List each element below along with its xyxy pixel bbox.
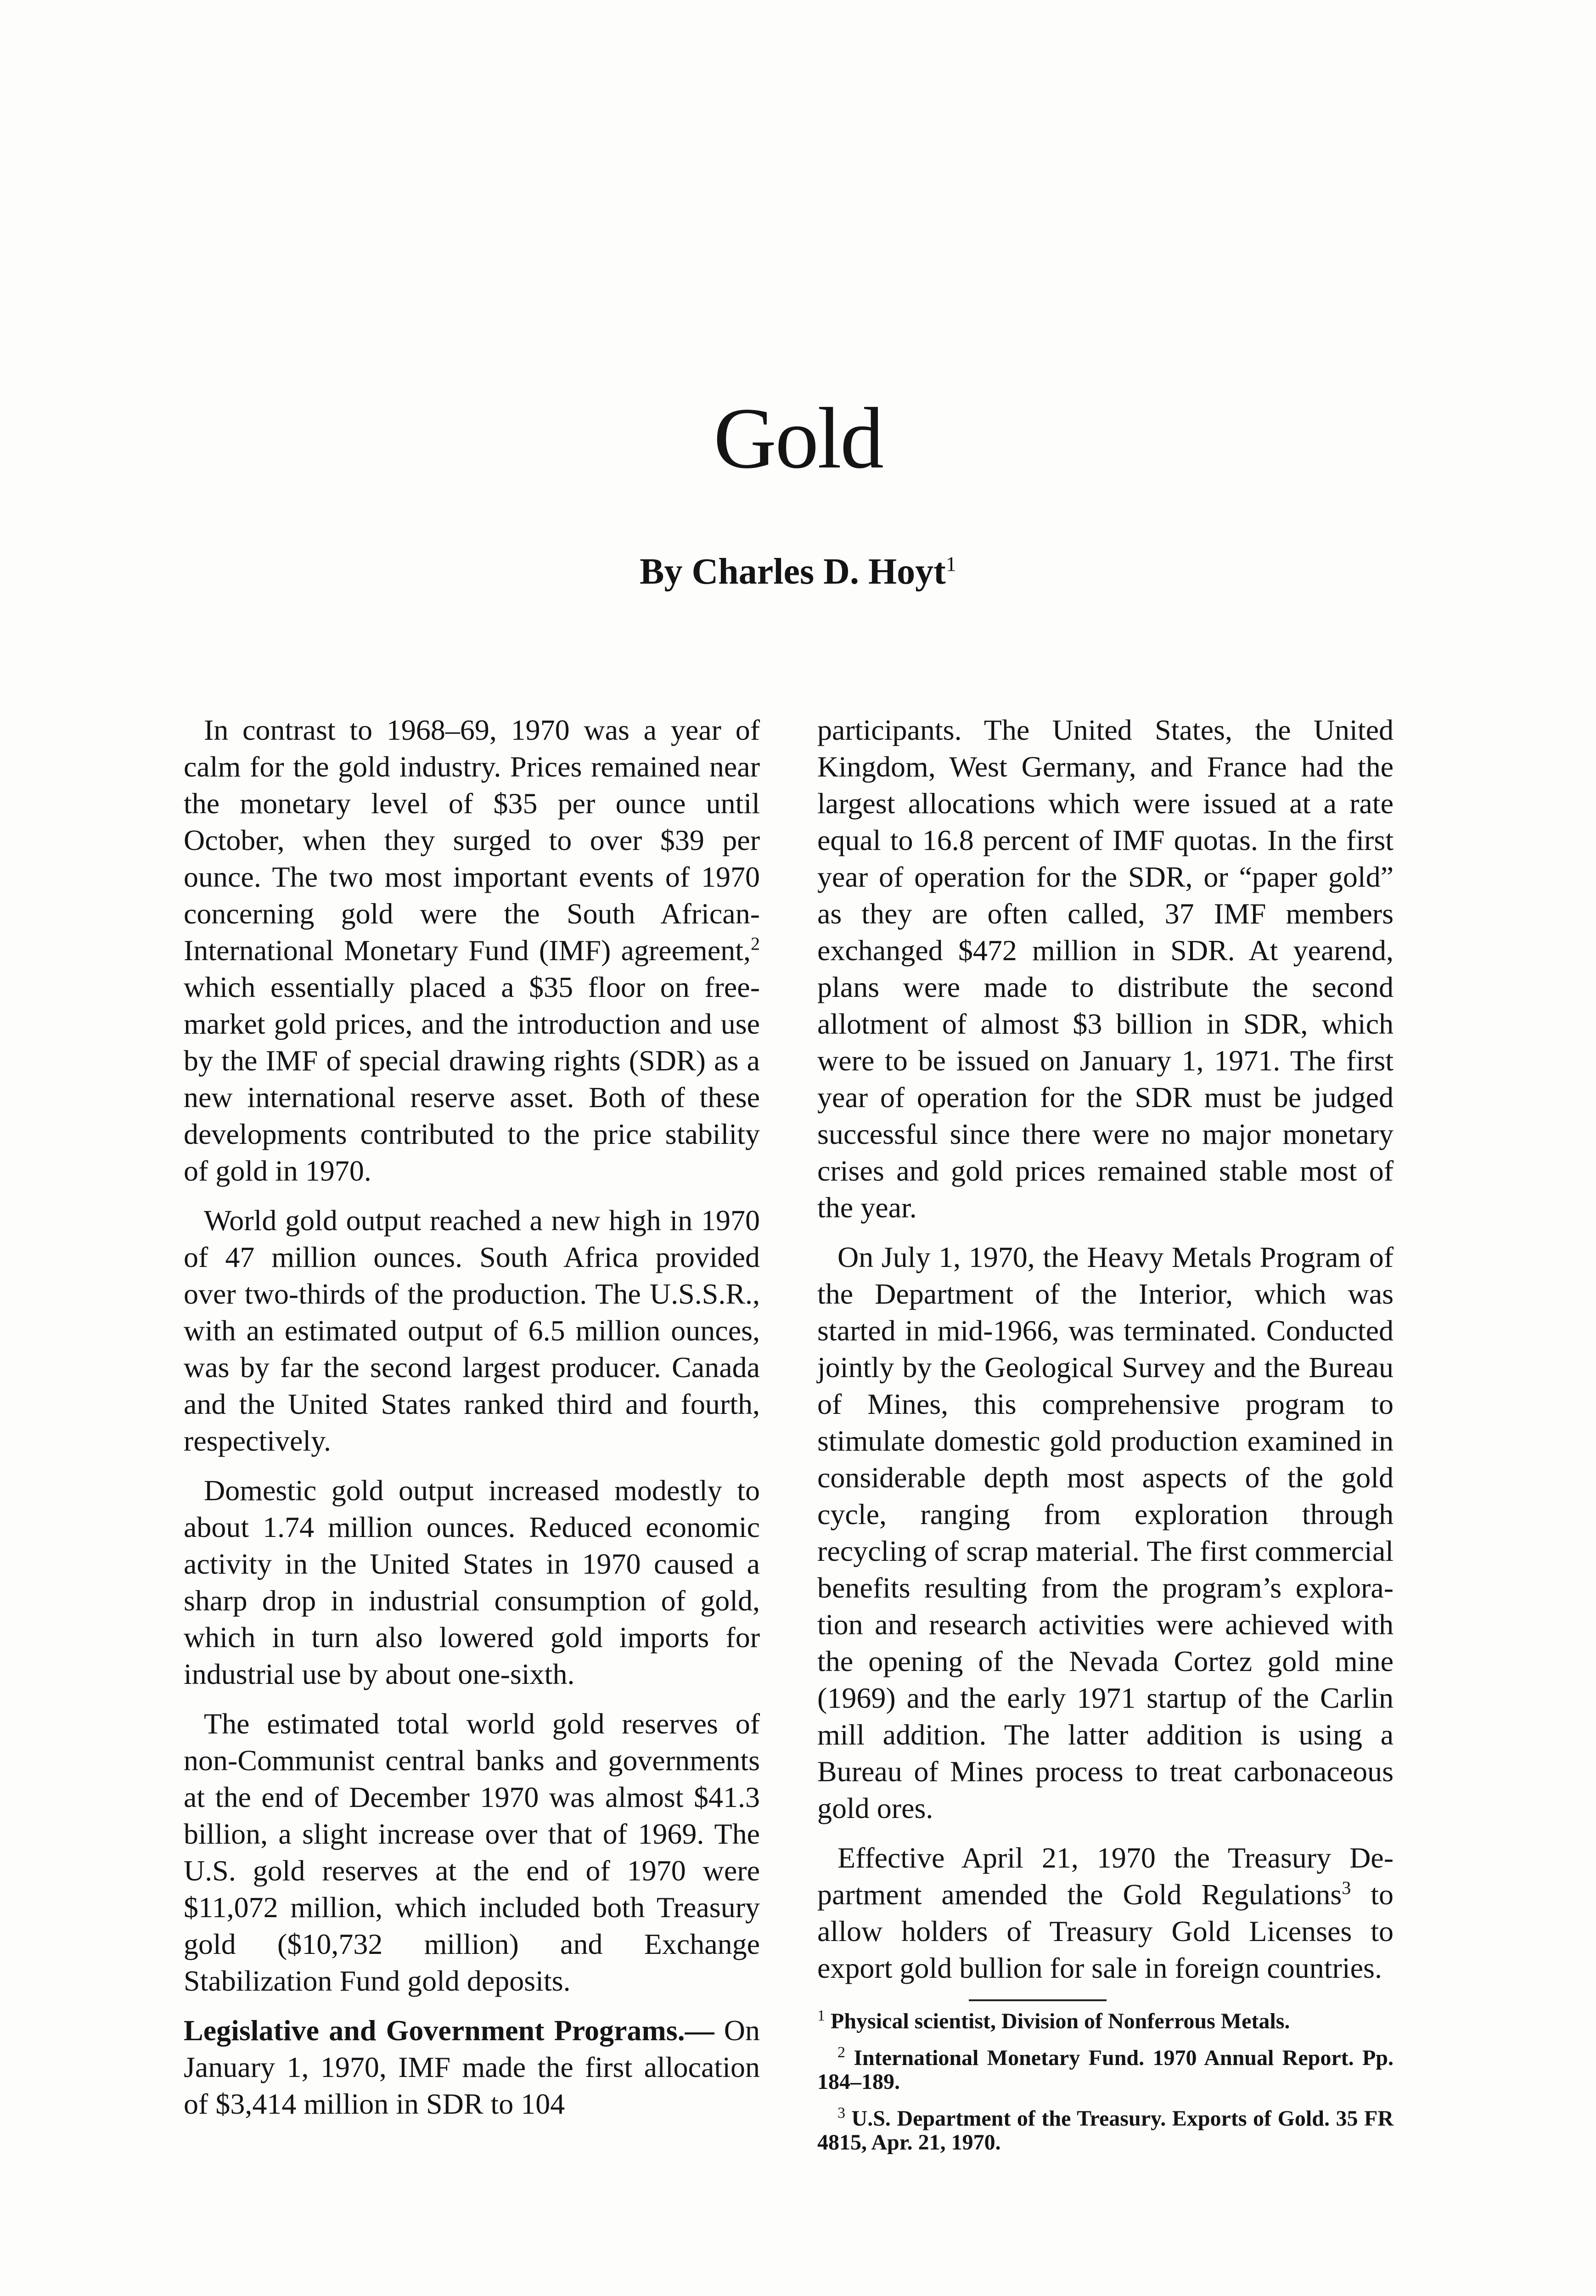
- footnote-number: 1: [817, 2007, 825, 2024]
- left-column: [184, 712, 760, 2135]
- paragraph-treasury: [817, 1840, 1394, 1986]
- paragraph-world-output: World gold output reached a new high in 1970 of 47 million ounces. South Africa provided over two-thirds of the production. The U.S.S.R., with an estimated output of 6.5 million ounces, was by far the second largest producer. Canada and the United States ranked third and fourth, respectively.: [184, 1204, 760, 1457]
- footnote-number: 2: [837, 2044, 845, 2061]
- paragraph-reserves: The estimated total world gold reserves of non-Communist central banks and governments at the end of December 1970 was almost $41.3 billion, a slight increase over that of 1969. The U.S. gold reserves at the end of 1970 were $11,072 million, which included both Treasury gold ($10,732 million) and Exchange Stabilization Fund gold deposits.: [184, 1707, 760, 1997]
- author-name: By Charles D. Hoyt: [640, 551, 946, 592]
- footnote-text: U.S. Department of the Treasury. Exports of Gold. 35 FR 4815, Apr. 21, 1970.: [817, 2106, 1394, 2155]
- article-byline: [0, 553, 1596, 590]
- footnote-ref-2[interactable]: 2: [751, 933, 760, 954]
- footnote-number: 3: [837, 2105, 845, 2122]
- paragraph-text: Effective April 21, 1970 the Treasury Department amended the Gold Regulations: [817, 1841, 1394, 1911]
- paragraph-sdr-continued: participants. The United States, the United Kingdom, West Germany, and France had the largest allocations which were issued at a rate equal to 16.8 percent of IMF quotas. In the first year of operation for the SDR, or “paper gold” as they are often called, 37 IMF members exchanged $472 million in SDR. At yearend, plans were made to distribute the second allotment of almost $3 billion in SDR, which were to be issued on January 1, 1971. The first year of operation for the SDR must be judged successful since there were no major monetary crises and gold prices remained stable most of the year.: [817, 714, 1394, 1224]
- footnote-text: Physical scientist, Division of Nonferrous Metals.: [831, 2009, 1290, 2033]
- paragraph-intro: [184, 712, 760, 1189]
- right-column: [817, 712, 1394, 2167]
- footnote-ref-3[interactable]: 3: [1342, 1877, 1351, 1898]
- footnote-item: [817, 2107, 1394, 2155]
- paragraph-text: to allow holders of Treasury Gold Licenses to export gold bullion for sale in foreign countries.: [817, 1878, 1394, 1984]
- paragraph-heavy-metals: On July 1, 1970, the Heavy Metals Program of the Department of the Interior, which was started in mid-1966, was terminated. Conducted jointly by the Geological Survey and the Bureau of Mines, this comprehensive program to stimulate domestic gold production examined in considerable depth most aspects of the gold cycle, ranging from exploration through recycling of scrap material. The first commercial benefits resulting from the program’s exploration and research activities were achieved with the opening of the Nevada Cortez gold mine (1969) and the early 1971 startup of the Carlin mill addition. The latter addition is using a Bureau of Mines process to treat carbonaceous gold ores.: [817, 1241, 1394, 1824]
- paragraph-text: which essentially placed a $35 floor on free-market gold prices, and the introduction and use by the IMF of special drawing rights (SDR) as a new international reserve asset. Both of these developments contributed to the price stability of gold in 1970.: [184, 971, 760, 1187]
- footnote-divider: [969, 1999, 1107, 2001]
- footnotes: [817, 2009, 1394, 2155]
- paragraph-domestic-output: Domestic gold output increased modestly to about 1.74 million ounces. Reduced economic activity in the United States in 1970 caused a sharp drop in industrial consumption of gold, which in turn also lowered gold imports for industrial use by about one-sixth.: [184, 1474, 760, 1690]
- paragraph-text: On January 1, 1970, IMF made the first allocation of $3,414 million in SDR to 104: [184, 2014, 760, 2120]
- footnote-ref-1[interactable]: 1: [945, 552, 956, 576]
- footnote-item: [817, 2009, 1394, 2033]
- article-title: Gold: [714, 390, 882, 487]
- section-heading: Legislative and Government Programs.—: [184, 2014, 714, 2047]
- footnote-text: International Monetary Fund. 1970 Annual Report. Pp. 184–189.: [817, 2046, 1394, 2094]
- paragraph-legislative: [184, 2012, 760, 2122]
- footnote-item: [817, 2046, 1394, 2094]
- paragraph-text: In contrast to 1968–69, 1970 was a year of calm for the gold industry. Prices remained near the monetary level of $35 per ounce until October, when they surged to over $39 per ounce. The two most important events of 1970 concerning gold were the South African-International Monetary Fund (IMF) agreement,: [184, 714, 760, 967]
